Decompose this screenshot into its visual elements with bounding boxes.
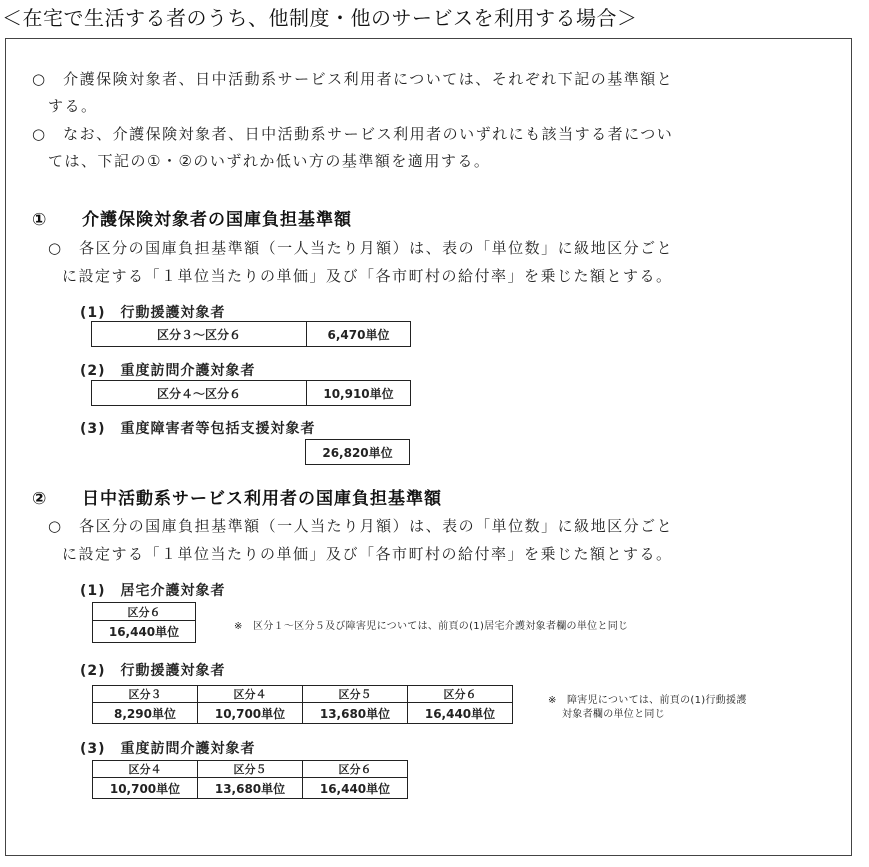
s2-visiting-value-1: 10,700単位 [93,778,198,799]
s2-visiting-label: (3) 重度訪問介護対象者 [80,741,256,757]
section1-heading [32,205,352,230]
section1-desc-line1: ○ 各区分の国庫負担基準額（一人当たり月額）は、表の「単位数」に級地区分ごと [48,239,674,257]
s2-behavior-note-line2: 対象者欄の単位と同じ [562,709,665,720]
intro-p1-line2: する。 [48,97,98,115]
s1-item3-table [305,439,410,465]
s2-visiting-value-3: 16,440単位 [303,778,408,799]
section1-desc-line2: に設定する「１単位当たりの単価」及び「各市町村の給付率」を乗じた額とする。 [62,267,673,285]
s2-behavior-header-4: 区分６ [408,686,513,703]
section2-desc-line2: に設定する「１単位当たりの単価」及び「各市町村の給付率」を乗じた額とする。 [62,545,673,563]
s2-home-header: 区分６ [93,603,196,621]
s2-behavior-label: (2) 行動援護対象者 [80,663,226,679]
intro-p2-line2: ては、下記の①・②のいずれか低い方の基準額を適用する。 [48,152,491,170]
s2-behavior-value-3: 13,680単位 [303,703,408,724]
s1-item1-range: 区分３～区分６ [92,322,307,347]
s2-behavior-value-2: 10,700単位 [198,703,303,724]
section1-number: ① [32,210,48,230]
s1-item1-label: (1) 行動援護対象者 [80,305,226,321]
s2-behavior-table [92,685,513,724]
s1-item3-label: (3) 重度障害者等包括支援対象者 [80,421,316,437]
s2-home-label: (1) 居宅介護対象者 [80,583,226,599]
section1-title: 介護保険対象者の国庫負担基準額 [82,210,352,230]
s2-visiting-table [92,760,408,799]
s1-item2-table [91,380,411,406]
s2-behavior-header-3: 区分５ [303,686,408,703]
s2-behavior-header-2: 区分４ [198,686,303,703]
s1-item1-units: 6,470単位 [307,322,411,347]
s2-visiting-header-3: 区分６ [303,761,408,778]
s2-home-table [92,602,196,643]
section2-heading [32,484,442,509]
s1-item1-table [91,321,411,347]
s2-behavior-value-4: 16,440単位 [408,703,513,724]
section2-number: ② [32,489,48,509]
s2-home-value: 16,440単位 [93,621,196,643]
s1-item2-label: (2) 重度訪問介護対象者 [80,363,256,379]
s2-behavior-note-line1: ※ 障害児については、前頁の(1)行動援護 [548,695,747,706]
s2-behavior-value-1: 8,290単位 [93,703,198,724]
section2-desc-line1: ○ 各区分の国庫負担基準額（一人当たり月額）は、表の「単位数」に級地区分ごと [48,517,674,535]
s2-behavior-header-1: 区分３ [93,686,198,703]
s2-visiting-header-2: 区分５ [198,761,303,778]
s2-home-note: ※ 区分１～区分５及び障害児については、前頁の(1)居宅介護対象者欄の単位と同じ [234,621,629,632]
s1-item3-units: 26,820単位 [306,440,410,465]
page-title: ＜在宅で生活する者のうち、他制度・他のサービスを利用する場合＞ [2,6,638,30]
intro-p2-line1: ○ なお、介護保険対象者、日中活動系サービス利用者のいずれにも該当する者につい [32,125,674,143]
s1-item2-range: 区分４～区分６ [92,381,307,406]
s2-visiting-value-2: 13,680単位 [198,778,303,799]
s1-item2-units: 10,910単位 [307,381,411,406]
intro-p1-line1: ○ 介護保険対象者、日中活動系サービス利用者については、それぞれ下記の基準額と [32,70,674,88]
section2-title: 日中活動系サービス利用者の国庫負担基準額 [82,489,442,509]
s2-visiting-header-1: 区分４ [93,761,198,778]
